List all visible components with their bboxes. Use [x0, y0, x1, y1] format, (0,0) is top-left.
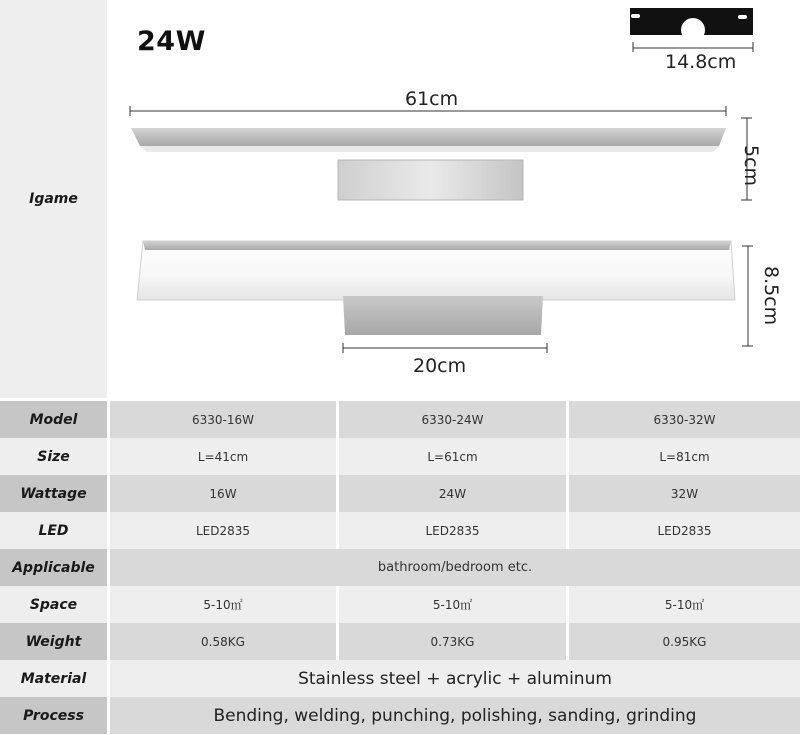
- table-cell: bathroom/bedroom etc.: [110, 549, 800, 586]
- row-label: Size: [0, 438, 107, 475]
- table-cell: L=81cm: [569, 438, 800, 475]
- mounting-bracket: [630, 8, 753, 52]
- row-label: Material: [0, 660, 107, 697]
- table-cell: 32W: [569, 475, 800, 512]
- base-width-label: 20cm: [413, 355, 467, 377]
- image-row-label: Igame: [0, 0, 107, 398]
- spec-row-material: [0, 660, 800, 697]
- bracket-hole: [681, 18, 705, 42]
- row-label: LED: [0, 512, 107, 549]
- table-cell: Bending, welding, punching, polishing, sanding, grinding: [110, 697, 800, 734]
- lamp-perspective-view: [137, 241, 753, 353]
- row-label: Model: [0, 401, 107, 438]
- row-label: Process: [0, 697, 107, 734]
- row-label: Weight: [0, 623, 107, 660]
- table-cell: 0.58KG: [110, 623, 336, 660]
- table-cell: LED2835: [569, 512, 800, 549]
- table-cell: 24W: [339, 475, 566, 512]
- lamp-base-front: [338, 160, 523, 200]
- lamp-front-view: [130, 106, 752, 200]
- table-cell: 5-10㎡: [569, 586, 800, 623]
- product-image-panel: [107, 0, 800, 398]
- bracket-slot-left: [631, 14, 640, 18]
- spec-row-size: [0, 438, 800, 475]
- spec-row-led: [0, 512, 800, 549]
- spec-row-space: [0, 586, 800, 623]
- bracket-slot-right: [738, 15, 747, 19]
- spec-row-applicable: [0, 549, 800, 586]
- table-cell: 0.95KG: [569, 623, 800, 660]
- table-cell: LED2835: [110, 512, 336, 549]
- table-cell: Stainless steel + acrylic + aluminum: [110, 660, 800, 697]
- wattage-title: 24W: [137, 26, 206, 57]
- row-label: Applicable: [0, 549, 107, 586]
- length-label: 61cm: [405, 88, 459, 110]
- bracket-width-label: 14.8cm: [665, 51, 737, 73]
- spec-row-weight: [0, 623, 800, 660]
- table-cell: 5-10㎡: [110, 586, 336, 623]
- table-cell: 16W: [110, 475, 336, 512]
- spec-row-model: [0, 401, 800, 438]
- table-cell: LED2835: [339, 512, 566, 549]
- table-cell: L=41cm: [110, 438, 336, 475]
- table-cell: 6330-32W: [569, 401, 800, 438]
- table-cell: 5-10㎡: [339, 586, 566, 623]
- row-label: Space: [0, 586, 107, 623]
- lamp-base-side: [343, 296, 543, 335]
- height-top-label: 5cm: [740, 145, 762, 187]
- table-cell: 6330-16W: [110, 401, 336, 438]
- spec-row-process: [0, 697, 800, 734]
- lamp-bar-top: [131, 128, 726, 146]
- spec-row-wattage: [0, 475, 800, 512]
- table-cell: 0.73KG: [339, 623, 566, 660]
- table-cell: L=61cm: [339, 438, 566, 475]
- table-cell: 6330-24W: [339, 401, 566, 438]
- height-bottom-label: 8.5cm: [760, 266, 782, 326]
- row-label: Wattage: [0, 475, 107, 512]
